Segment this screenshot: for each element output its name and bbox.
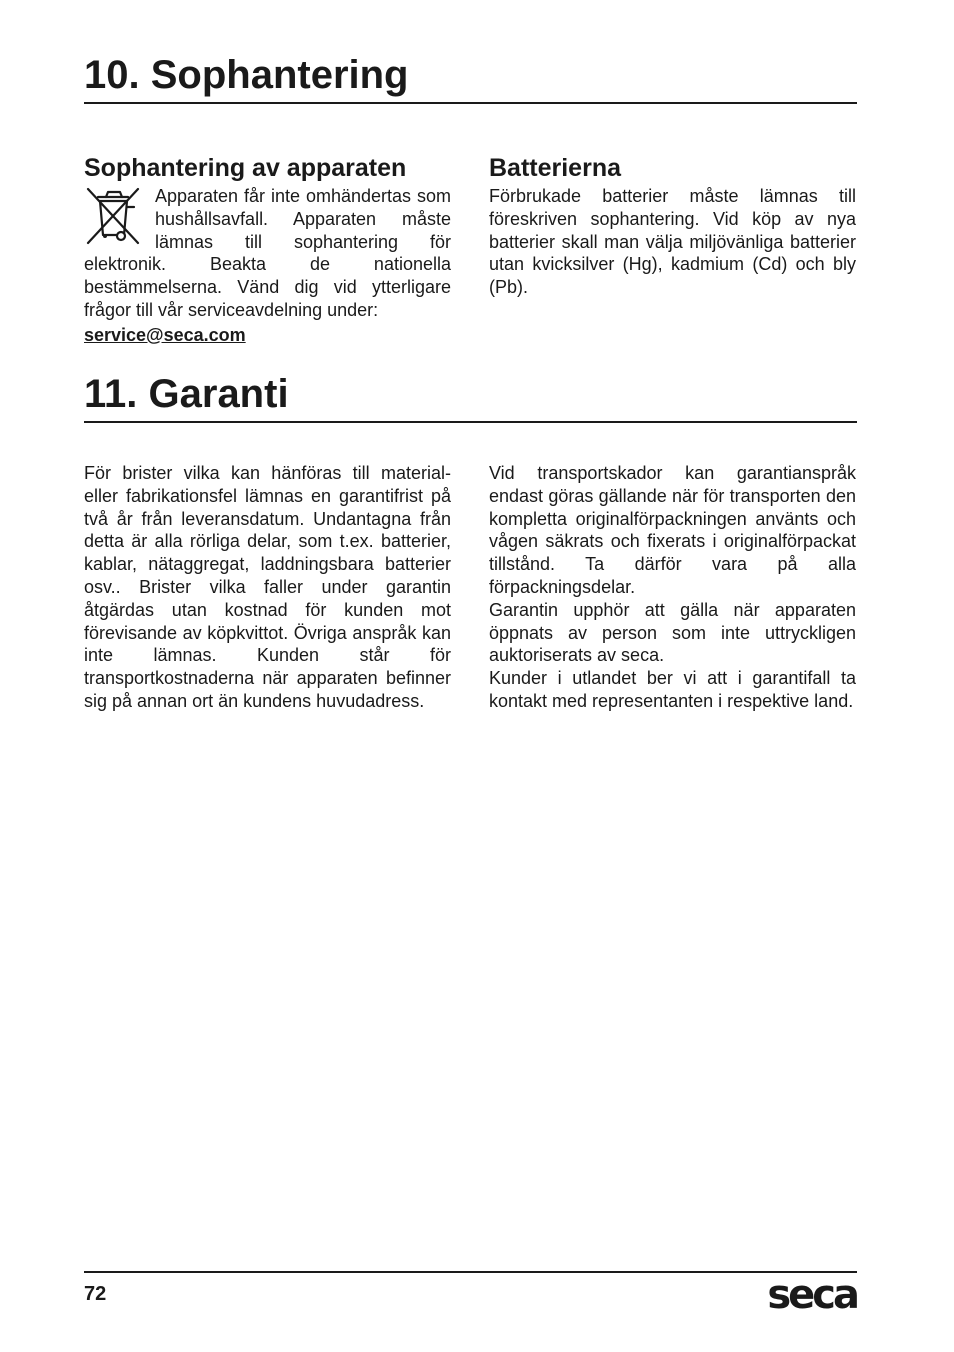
- section-11-title: 11. Garanti: [84, 371, 857, 423]
- manual-page: [84, 0, 857, 1352]
- batteries-column: [489, 153, 856, 299]
- warranty-void-text: Garantin upphör att gälla när apparaten öppnats av person som inte uttryckligen auktoriserats av seca.: [489, 599, 856, 666]
- warranty-left-column: [84, 462, 451, 713]
- disposal-device-text: Apparaten får inte omhändertas som hushållsavfall. Apparaten måste lämnas till sophantering för elektronik. Beakta de nationella bestämmelserna. Vänd dig vid ytterligare frågor till vår serviceavdelning under:: [84, 186, 451, 320]
- disposal-device-column: [84, 153, 451, 347]
- warranty-right-column: [489, 462, 856, 713]
- section-10-title: 10. Sophantering: [84, 52, 857, 104]
- service-email-link[interactable]: service@seca.com: [84, 324, 246, 345]
- batteries-text: Förbrukade batterier måste lämnas till föreskriven sophantering. Vid köp av nya batterier skall man välja miljövänliga batterier utan kvicksilver (Hg), kadmium (Cd) och bly (Pb).: [489, 186, 856, 298]
- batteries-heading: Batterierna: [489, 154, 621, 182]
- footer-rule: [84, 1271, 857, 1273]
- warranty-transport-text: Vid transportskador kan garantianspråk endast göras gällande när för transporten den kompletta originalförpackningen använts och vågen säkrats och fixerats i originalförpackat tillstånd. Ta därför vara på alla förpackningsdelar.: [489, 463, 856, 597]
- page-number: 72: [84, 1283, 107, 1305]
- warranty-abroad-text: Kunder i utlandet ber vi att i garantifall ta kontakt med representanten i respektive land.: [489, 668, 856, 711]
- seca-logo: seca: [767, 1272, 857, 1318]
- warranty-left-text: För brister vilka kan hänföras till material- eller fabrikationsfel lämnas en garantifrist på två år från leveransdatum. Undantagna från detta är alla rörliga delar, som t.ex. batterier, kablar, nätaggregat, laddningsbara batterier osv.. Brister vilka faller under garantin åtgärdas utan kostnad för kunden mot förevisande av köpkvittot. Övriga anspråk kan inte lämnas. Kunden står för transportkostnaderna när apparaten befinner sig på annan ort än kundens huvudadress.: [84, 463, 451, 711]
- crossed-out-wheelie-bin-icon: [84, 185, 142, 247]
- disposal-device-heading: Sophantering av apparaten: [84, 154, 407, 182]
